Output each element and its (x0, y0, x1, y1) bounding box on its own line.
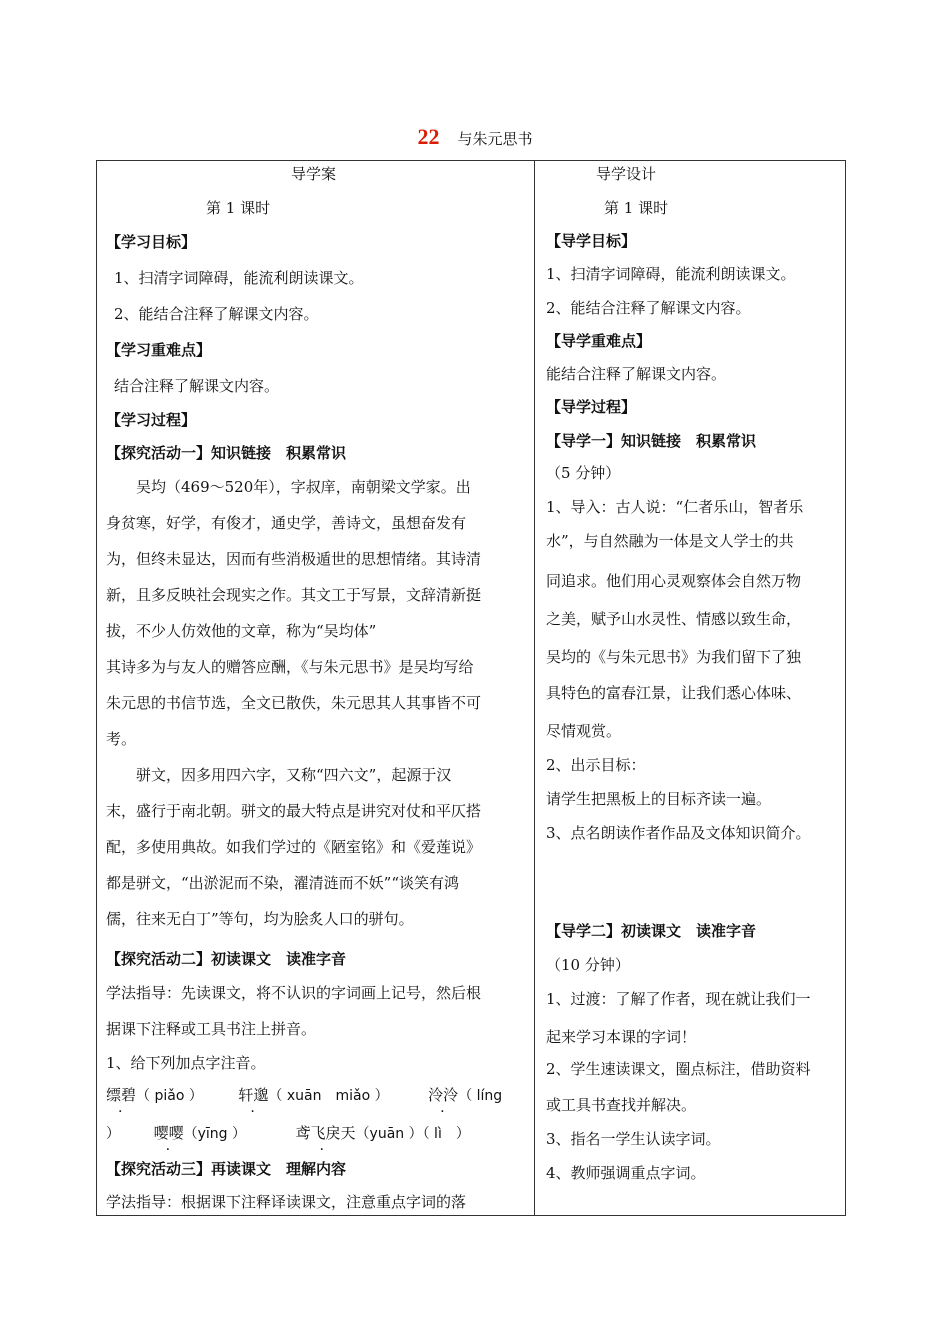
guide1-line: 之美，赋予山水灵性、情感以致生命， (546, 610, 802, 628)
lesson-plan-table (96, 160, 846, 1216)
activity1-line: 为，但终未显达，因而有些消极遁世的思想情绪。其诗清 (106, 550, 482, 568)
pinyin-word: 嘤嘤 (153, 1124, 184, 1142)
activity1-line: 其诗多为与友人的赠答应酬，《与朱元思书》是吴均写给 (106, 658, 474, 676)
pinyin-answer: （ piǎo ） (136, 1088, 203, 1104)
right-key-heading: 【导学重难点】 (546, 332, 652, 350)
guide1-line: 1、导入：古人说：“仁者乐山，智者乐 (546, 498, 804, 516)
right-objective-2: 2、能结合注释了解课文内容。 (546, 299, 751, 317)
guide2-line: 4、教师强调重点字词。 (546, 1164, 706, 1182)
guide2-time: （10 分钟） (546, 956, 630, 974)
guide2-line: 或工具书查找并解决。 (546, 1096, 697, 1114)
pinyin-close: ） (106, 1126, 120, 1142)
activity1-heading: 【探究活动一】知识链接 积累常识 (106, 444, 347, 462)
activity1-line: 配，多使用典故。如我们学过的《陋室铭》和《爱莲说》 (106, 838, 482, 856)
lesson-title (0, 124, 950, 150)
guide1-line: 尽情观赏。 (546, 722, 622, 740)
lesson-name: 与朱元思书 (457, 130, 533, 148)
right-key-text: 能结合注释了解课文内容。 (546, 365, 727, 383)
guide2-heading: 【导学二】初读课文 读准字音 (546, 922, 757, 940)
activity1-line: 末，盛行于南北朝。骈文的最大特点是讲究对仗和平仄搭 (106, 802, 482, 820)
pinyin-answer: （ xuān miǎo ） (268, 1088, 389, 1104)
activity1-line: 朱元思的书信节选，全文已散佚，朱元思其人其事皆不可 (106, 694, 482, 712)
right-header: 导学设计 (596, 165, 657, 183)
right-process-heading: 【导学过程】 (546, 398, 637, 416)
left-key-heading: 【学习重难点】 (106, 341, 212, 359)
pinyin-word: 泠泠 (428, 1086, 459, 1104)
left-objective-1: 1、扫清字词障碍，能流利朗读课文。 (114, 269, 364, 287)
pinyin-row-1 (106, 1085, 502, 1106)
activity2-heading: 【探究活动二】初读课文 读准字音 (106, 950, 347, 968)
guide1-time: （5 分钟） (546, 464, 621, 482)
right-session: 第 1 课时 (604, 199, 669, 217)
pinyin-word: 缥碧 (106, 1086, 137, 1104)
pinyin-answer: （yīng ） (183, 1126, 246, 1142)
left-header: 导学案 (291, 165, 337, 183)
guide1-line: 吴均的《与朱元思书》为我们留下了独 (546, 648, 802, 666)
activity1-line: 新，且多反映社会现实之作。其文工于写景，文辞清新挺 (106, 586, 482, 604)
guide1-line: 请学生把黑板上的目标齐读一遍。 (546, 790, 772, 808)
activity1-line: 骈文，因多用四六字，又称“四六文”，起源于汉 (106, 766, 452, 784)
activity1-line: 考。 (106, 730, 137, 748)
left-key-text: 结合注释了解课文内容。 (114, 377, 280, 395)
left-objectives-heading: 【学习目标】 (106, 233, 197, 251)
activity2-line: 学法指导：先读课文，将不认识的字词画上记号，然后根 (106, 984, 482, 1002)
left-objective-2: 2、能结合注释了解课文内容。 (114, 305, 319, 323)
guide2-line: 起来学习本课的字词！ (546, 1028, 697, 1046)
activity1-line: 身贫寒，好学，有俊才，通史学，善诗文，虽想奋发有 (106, 514, 467, 532)
lesson-number: 22 (417, 124, 440, 149)
right-objectives-heading: 【导学目标】 (546, 232, 637, 250)
guide1-line: 具特色的富春江景，让我们悉心体味、 (546, 684, 802, 702)
guide1-heading: 【导学一】知识链接 积累常识 (546, 432, 757, 450)
guide1-line: 同追求。他们用心灵观察体会自然万物 (546, 572, 802, 590)
guide2-line: 2、学生速读课文，圈点标注，借助资料 (546, 1060, 811, 1078)
left-process-heading: 【学习过程】 (106, 411, 197, 429)
activity2-line: 1、给下列加点字注音。 (106, 1054, 266, 1072)
pinyin-answer: （yuān ）（ lì ） (355, 1126, 470, 1142)
guide2-line: 3、指名一学生认读字词。 (546, 1130, 721, 1148)
guide2-line: 1、过渡：了解了作者，现在就让我们一 (546, 990, 811, 1008)
pinyin-word: 鸢飞戾天 (295, 1124, 356, 1142)
activity2-line: 据课下注释或工具书注上拼音。 (106, 1020, 317, 1038)
activity1-line: 吴均（469～520年），字叔庠，南朝梁文学家。出 (106, 478, 471, 496)
activity3-heading: 【探究活动三】再读课文 理解内容 (106, 1160, 347, 1178)
guide1-line: 2、出示目标： (546, 756, 646, 774)
guide1-line: 3、点名朗读作者作品及文体知识简介。 (546, 824, 811, 842)
column-divider (534, 161, 535, 1215)
activity1-line: 都是骈文，“出淤泥而不染，濯清涟而不妖”“谈笑有鸿 (106, 874, 460, 892)
guide1-line: 水”，与自然融为一体是文人学士的共 (546, 532, 794, 550)
activity1-line: 拔，不少人仿效他的文章，称为“吴均体” (106, 622, 377, 640)
pinyin-answer: （ líng (458, 1088, 503, 1104)
left-session: 第 1 课时 (206, 199, 271, 217)
right-objective-1: 1、扫清字词障碍，能流利朗读课文。 (546, 265, 796, 283)
pinyin-row-2 (106, 1123, 470, 1144)
pinyin-word: 轩邈 (238, 1086, 269, 1104)
activity1-line: 儒，往来无白丁”等句，均为脍炙人口的骈句。 (106, 910, 414, 928)
activity3-line: 学法指导：根据课下注释译读课文，注意重点字词的落 (106, 1193, 467, 1211)
